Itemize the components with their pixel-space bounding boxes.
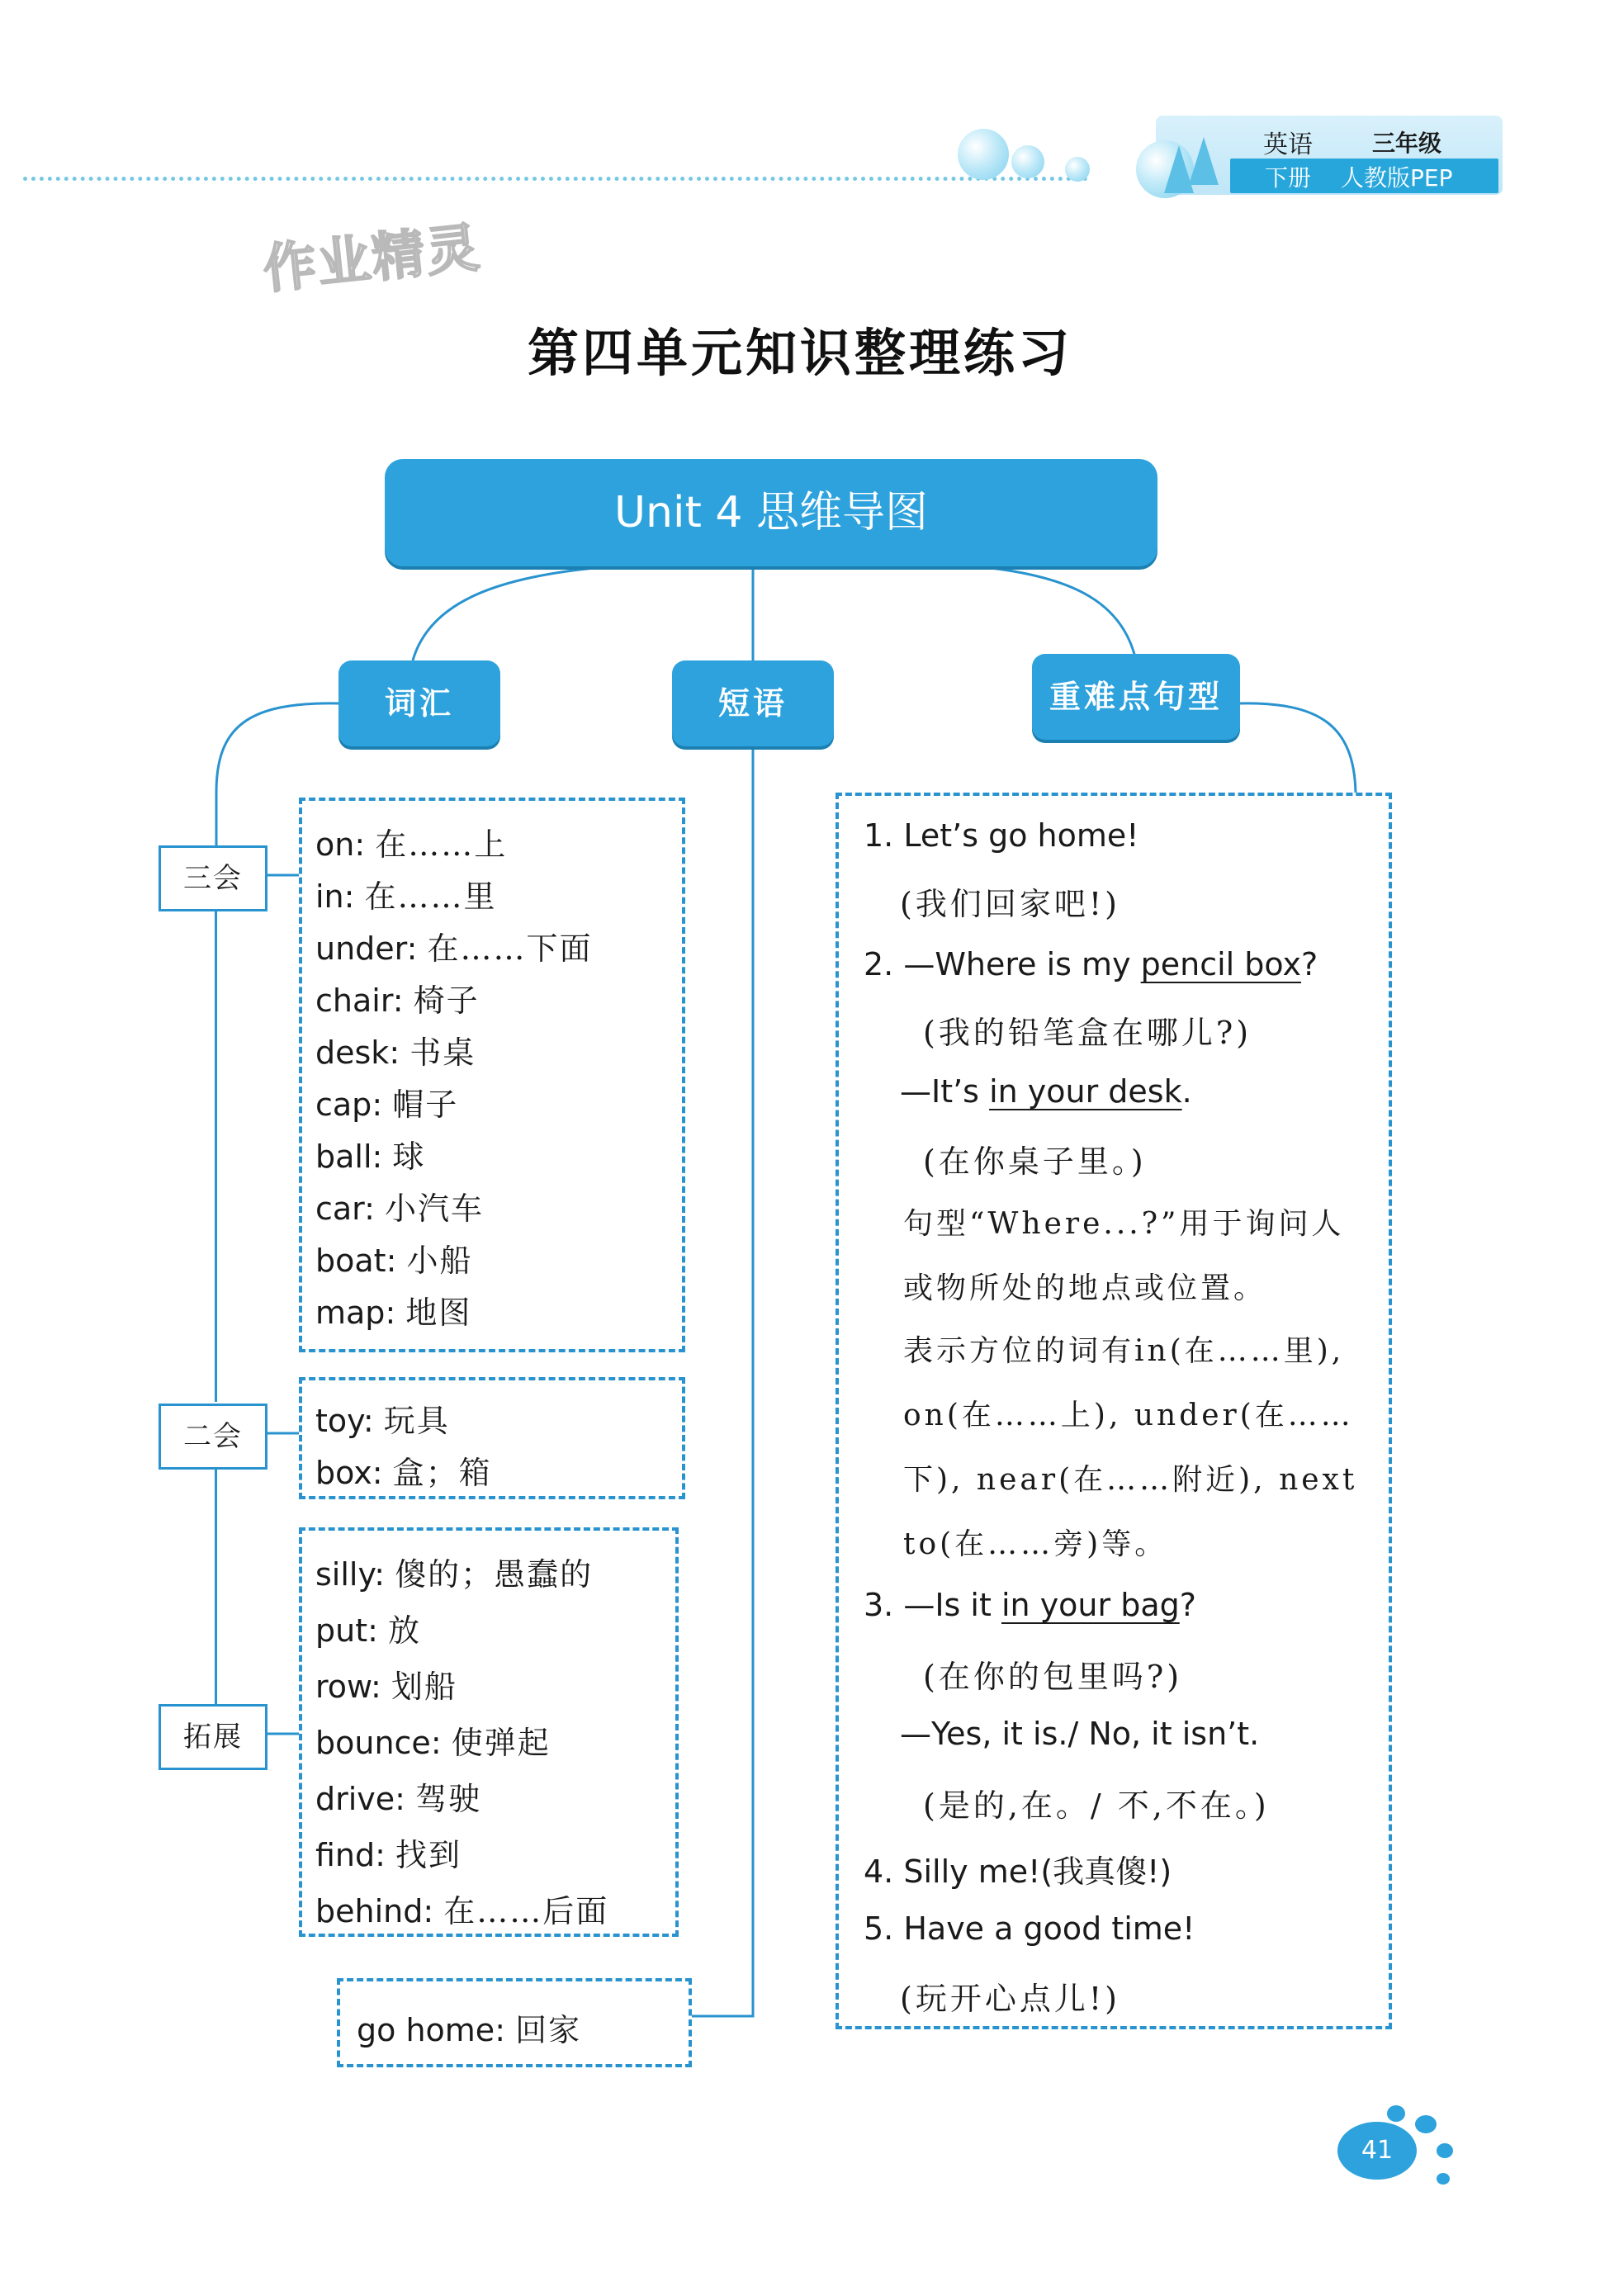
paw-dot bbox=[1437, 2173, 1450, 2185]
header-volume: 下册 bbox=[1265, 164, 1312, 192]
sentence-5: 5. Have a good time! bbox=[864, 1910, 1195, 1947]
vocab-item: find: 找到 bbox=[315, 1837, 462, 1873]
sentence-3-question-translation: (在你的包里吗?) bbox=[923, 1659, 1183, 1695]
sentence-1: 1. Let’s go home! bbox=[864, 817, 1139, 854]
vocab-item: silly: 傻的；愚蠢的 bbox=[315, 1556, 594, 1593]
grammar-note: 表示方位的词有in(在……里), bbox=[903, 1334, 1345, 1368]
phrase-item: go home: 回家 bbox=[357, 2012, 582, 2048]
branch-sentences: 重难点句型 bbox=[1032, 654, 1240, 740]
vocab-item: bounce: 使弹起 bbox=[315, 1725, 551, 1761]
sentence-5-translation: (玩开心点儿!) bbox=[900, 1981, 1120, 2017]
grammar-note: 下), near(在……附近), next bbox=[903, 1463, 1358, 1497]
branch-vocabulary: 词汇 bbox=[338, 660, 500, 746]
vocab-item: box: 盒；箱 bbox=[315, 1455, 492, 1491]
paw-dot bbox=[1415, 2115, 1437, 2133]
grammar-note: to(在……旁)等。 bbox=[903, 1527, 1168, 1561]
vocab-item: put: 放 bbox=[315, 1612, 422, 1649]
level-trunk-line bbox=[215, 907, 217, 1402]
level-two: 二会 bbox=[159, 1404, 267, 1470]
sentence-2-question: 2. —Where is my pencil box? bbox=[864, 946, 1318, 982]
vocab-item: in: 在……里 bbox=[315, 878, 497, 915]
sentence-3-answer: —Yes, it is./ No, it isn’t. bbox=[900, 1716, 1260, 1752]
sentence-2-question-translation: (我的铅笔盒在哪儿?) bbox=[923, 1015, 1252, 1051]
level-trunk-line bbox=[215, 1465, 217, 1704]
level-three: 三会 bbox=[159, 845, 267, 911]
vocab-item: toy: 玩具 bbox=[315, 1403, 450, 1439]
sentence-2-answer: —It’s in your desk. bbox=[900, 1073, 1192, 1110]
vocab-item: ball: 球 bbox=[315, 1139, 426, 1175]
sentence-3-answer-translation: (是的,在。/ 不,不在。) bbox=[923, 1787, 1270, 1824]
mindmap-root: Unit 4 思维导图 bbox=[385, 459, 1157, 566]
vocab-item: boat: 小船 bbox=[315, 1243, 473, 1279]
header-subject: 英语 bbox=[1263, 130, 1313, 159]
page-number: 41 bbox=[1337, 2122, 1417, 2180]
vocab-item: row: 划船 bbox=[315, 1669, 457, 1705]
grammar-note: 句型“Where...?”用于询问人 bbox=[903, 1207, 1345, 1241]
vocab-item: cap: 帽子 bbox=[315, 1086, 459, 1123]
header-grade: 三年级 bbox=[1372, 130, 1442, 157]
vocab-item: map: 地图 bbox=[315, 1295, 472, 1331]
sentence-4: 4. Silly me!(我真傻!) bbox=[864, 1853, 1172, 1890]
branch-phrases: 短语 bbox=[672, 660, 834, 746]
sentence-3-question: 3. —Is it in your bag? bbox=[864, 1587, 1196, 1623]
sentence-1-translation: (我们回家吧!) bbox=[900, 886, 1120, 922]
vocab-item: desk: 书桌 bbox=[315, 1034, 476, 1071]
watermark: 作业精灵 bbox=[260, 217, 484, 301]
grammar-note: 或物所处的地点或位置。 bbox=[903, 1271, 1267, 1305]
level-extend: 拓展 bbox=[159, 1704, 267, 1770]
vocab-item: on: 在……上 bbox=[315, 826, 508, 863]
sentence-2-answer-translation: (在你桌子里。) bbox=[923, 1143, 1147, 1180]
vocab-item: behind: 在……后面 bbox=[315, 1893, 609, 1929]
vocab-item: car: 小汽车 bbox=[315, 1191, 485, 1227]
vocab-item: under: 在……下面 bbox=[315, 930, 593, 967]
page-title: 第四单元知识整理练习 bbox=[527, 323, 1072, 383]
paw-dot bbox=[1387, 2105, 1405, 2122]
vocab-item: chair: 椅子 bbox=[315, 982, 480, 1019]
paw-dot bbox=[1437, 2143, 1453, 2158]
vocab-item: drive: 驾驶 bbox=[315, 1781, 482, 1817]
grammar-note: on(在……上), under(在…… bbox=[903, 1399, 1354, 1432]
header-edition: 人教版PEP bbox=[1341, 164, 1453, 192]
